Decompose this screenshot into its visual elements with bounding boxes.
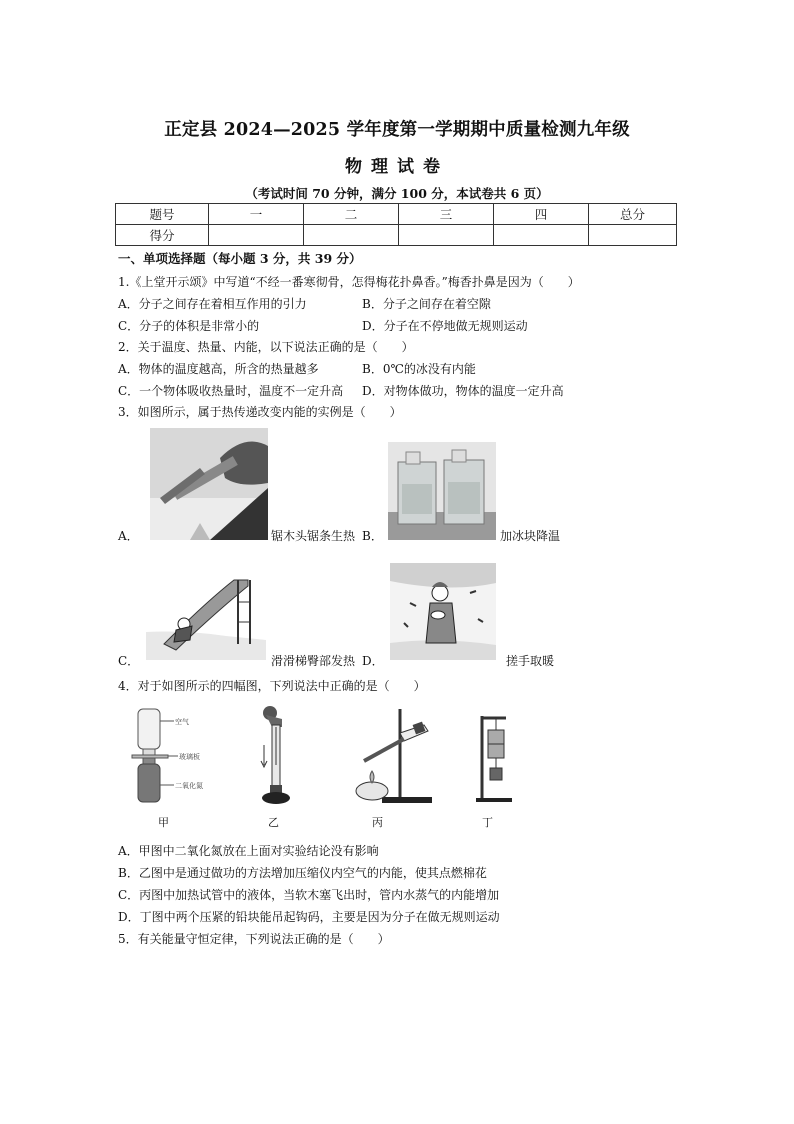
q3-option-a-letter[interactable]: A． [118,529,139,543]
q1-stem: 1.《上堂开示颂》中写道“不经一番寒彻骨，怎得梅花扑鼻香。”梅香扑鼻是因为（ ） [118,275,580,289]
q4-stem: 4．对于如图所示的四幅图，下列说法中正确的是（ ） [118,679,426,693]
q4-option-d[interactable]: D．丁图中两个压紧的铅块能吊起钩码，主要是因为分子在做无规则运动 [118,910,500,924]
score-blank[interactable] [399,225,494,246]
glass-plate-label: 玻璃板 [179,753,200,761]
q1-option-d[interactable]: D．分子在不停地做无规则运动 [362,319,528,333]
q1-option-a[interactable]: A．分子之间存在着相互作用的引力 [118,297,307,311]
test-tube-heating-figure [344,705,434,807]
rubbing-hands-drawing [390,563,496,660]
q4-option-c[interactable]: C．丙图中加热试管中的液体，当软木塞飞出时，管内水蒸气的内能增加 [118,888,500,902]
q3-option-b-caption: 加冰块降温 [500,529,561,543]
saw-photo [150,428,268,540]
air-label: 空气 [175,718,189,726]
q4-option-b[interactable]: B．乙图中是通过做功的方法增加压缩仪内空气的内能，使其点燃棉花 [118,866,487,880]
score-blank[interactable] [589,225,677,246]
score-cell: 二 [304,204,399,225]
nitrogen-dioxide-label: 二氧化氮 [175,782,203,790]
score-blank[interactable] [209,225,304,246]
q2-option-a[interactable]: A．物体的温度越高，所含的热量越多 [118,362,319,376]
q3-option-d-letter[interactable]: D． [362,654,384,668]
exam-title: 正定县 2024—2025 学年度第一学期期中质量检测九年级 [164,120,630,140]
q3-option-c-letter[interactable]: C． [118,654,140,668]
q2-stem: 2．关于温度、热量、内能，以下说法正确的是（ ） [118,340,414,354]
fig-label-jia: 甲 [158,816,169,829]
fig-label-yi: 乙 [268,816,279,829]
q3-option-d-caption: 搓手取暖 [506,654,555,668]
score-table [115,203,677,246]
score-table-header-row [116,204,677,225]
q3-option-c-caption: 滑滑梯臀部发热 [271,654,356,668]
q3-option-a-caption: 锯木头锯条生热 [271,529,356,543]
score-cell: 四 [494,204,589,225]
ice-cups-photo [388,442,496,540]
score-row-label: 得分 [116,225,209,246]
score-cell: 三 [399,204,494,225]
q5-stem: 5．有关能量守恒定律，下列说法正确的是（ ） [118,932,390,946]
lead-blocks-figure [474,712,520,804]
q4-option-a[interactable]: A．甲图中二氧化氮放在上面对实验结论没有影响 [118,844,379,858]
slide-drawing [146,572,266,660]
q2-option-b[interactable]: B．0℃的冰没有内能 [362,362,476,376]
q3-stem: 3．如图所示，属于热传递改变内能的实例是（ ） [118,405,402,419]
score-cell: 总分 [589,204,677,225]
q2-option-c[interactable]: C．一个物体吸收热量时，温度不一定升高 [118,384,344,398]
exam-info: （考试时间 70 分钟，满分 100 分，本试卷共 6 页） [245,186,549,201]
score-blank[interactable] [494,225,589,246]
exam-subject: 物理试卷 [345,157,449,177]
score-table-score-row [116,225,677,246]
q1-option-b[interactable]: B．分子之间存在着空隙 [362,297,491,311]
score-cell: 题号 [116,204,209,225]
fig-label-ding: 丁 [482,816,493,829]
q2-option-d[interactable]: D．对物体做功，物体的温度一定升高 [362,384,564,398]
section-heading: 一、单项选择题（每小题 3 分，共 39 分） [118,251,362,266]
q3-option-b-letter[interactable]: B． [362,529,383,543]
q1-option-c[interactable]: C．分子的体积是非常小的 [118,319,260,333]
air-compressor-figure [252,705,298,807]
score-cell: 一 [209,204,304,225]
score-blank[interactable] [304,225,399,246]
fig-label-bing: 丙 [372,816,383,829]
